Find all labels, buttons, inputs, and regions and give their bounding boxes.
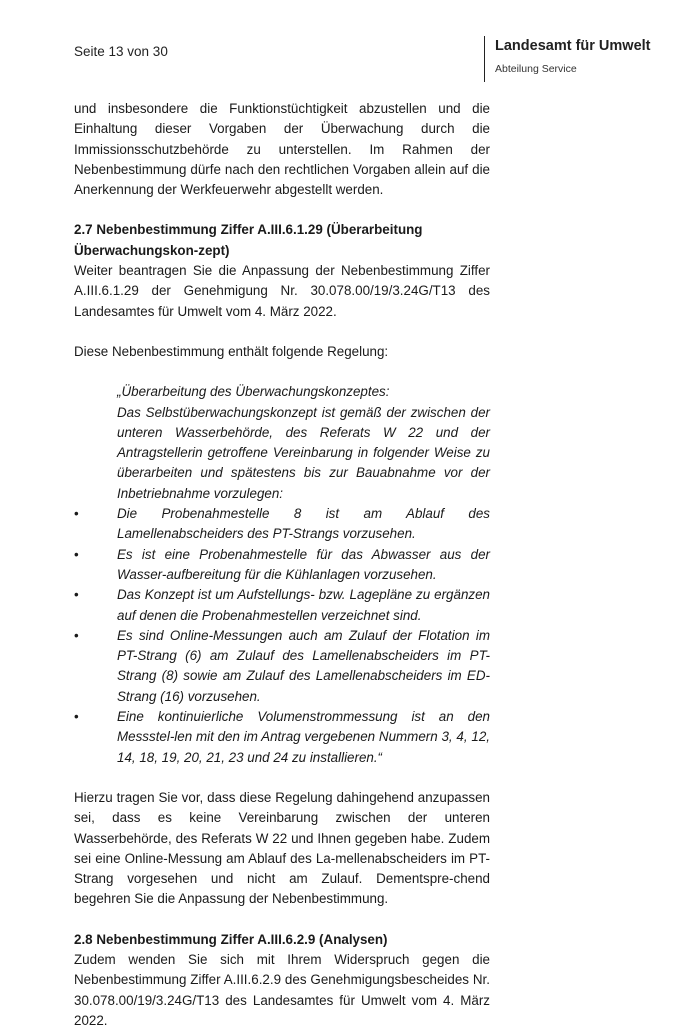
paragraph-regulation-intro: Diese Nebenbestimmung enthält folgende Regelung: — [74, 343, 389, 359]
regulation-bullet-list — [74, 504, 490, 768]
bullet-icon: • — [74, 627, 79, 643]
bullet-icon: • — [74, 587, 79, 603]
list-item: • Es sind Online-Messungen auch am Zulauf der Flotation im PT-Strang (6) am Zulauf des Lamellenabscheiders im PT-Strang (8) sowie am Zulauf des Lamellenabscheiders im ED-Strang (16) vorzusehen. — [74, 627, 490, 704]
bullet-icon: • — [74, 546, 79, 562]
list-item: • Es ist eine Probenahmestelle für das Abwasser aus der Wasser-aufbereitung für die Kühlanlagen vorzusehen. — [74, 546, 490, 582]
paragraph-continuation: und insbesondere die Funktionstüchtigkeit abzustellen und die Einhaltung dieser Vorgaben der Überwachung durch die Immissionsschutzbehörde zu unterstellen. Im Rahmen der Nebenbestimmung dürfe nach den rechtlichen Vorgaben allein auf die Anerkennung der Werkfeuerwehr abgestellt werden. — [74, 101, 490, 198]
paragraph-analyses: Zudem wenden Sie sich mit Ihrem Widerspruch gegen die Nebenbestimmung Ziffer A.III.6.2.9 des Genehmigungsbescheides Nr. 30.078.00/19/3.24G/T13 des Landesamtes für Umwelt vom 4. März 2022. — [74, 951, 490, 1028]
quote-title: „Überarbeitung des Überwachungskonzeptes: — [117, 384, 390, 400]
organization-name: Landesamt für Umwelt — [495, 38, 651, 54]
section-heading-2-7: 2.7 Nebenbestimmung Ziffer A.III.6.1.29 (Überarbeitung Überwachungskon-zept) — [74, 222, 423, 258]
quoted-regulation — [117, 382, 490, 504]
bullet-icon: • — [74, 709, 79, 725]
bullet-icon: • — [74, 506, 79, 522]
list-item: • Die Probenahmestelle 8 ist am Ablauf des Lamellenabscheiders des PT-Strangs vorzusehen. — [74, 506, 490, 542]
paragraph-request: Weiter beantragen Sie die Anpassung der Nebenbestimmung Ziffer A.III.6.1.29 der Genehmigung Nr. 30.078.00/19/3.24G/T13 des Landesamtes für Umwelt vom 4. März 2022. — [74, 263, 490, 319]
document-body — [74, 99, 490, 1031]
section-heading-2-8: 2.8 Nebenbestimmung Ziffer A.III.6.2.9 (Analysen) — [74, 931, 388, 947]
quote-text: Das Selbstüberwachungskonzept ist gemäß der zwischen der unteren Wasserbehörde, des Referats W 22 und der Antragstellerin getroffene Vereinbarung in folgender Weise zu überarbeiten und spätestens bis zur Bauabnahme vor der Inbetriebnahme vorzulegen: — [117, 404, 490, 501]
list-item: • Das Konzept ist um Aufstellungs- bzw. Lagepläne zu ergänzen auf denen die Probenahmestellen verzeichnet sind. — [74, 587, 490, 623]
paragraph-objection: Hierzu tragen Sie vor, dass diese Regelung dahingehend anzupassen sei, dass es keine Vereinbarung zwischen der unteren Wasserbehörde, des Referats W 22 und Ihnen gegeben habe. Zudem sei eine Online-Messung am Ablauf des La-mellenabscheiders im PT-Strang vorgesehen und nicht am Zulauf. Dementspre-chend begehren Sie die Anpassung der Nebenbestimmung. — [74, 789, 490, 907]
organization-block — [484, 36, 651, 82]
page-number: Seite 13 von 30 — [74, 44, 168, 59]
list-item: • Eine kontinuierliche Volumenstrommessung ist an den Messstel-len mit den im Antrag vergebenen Nummern 3, 4, 12, 14, 18, 19, 20, 21, 23 und 24 zu installieren.“ — [74, 709, 490, 765]
organization-department: Abteilung Service — [495, 63, 577, 75]
